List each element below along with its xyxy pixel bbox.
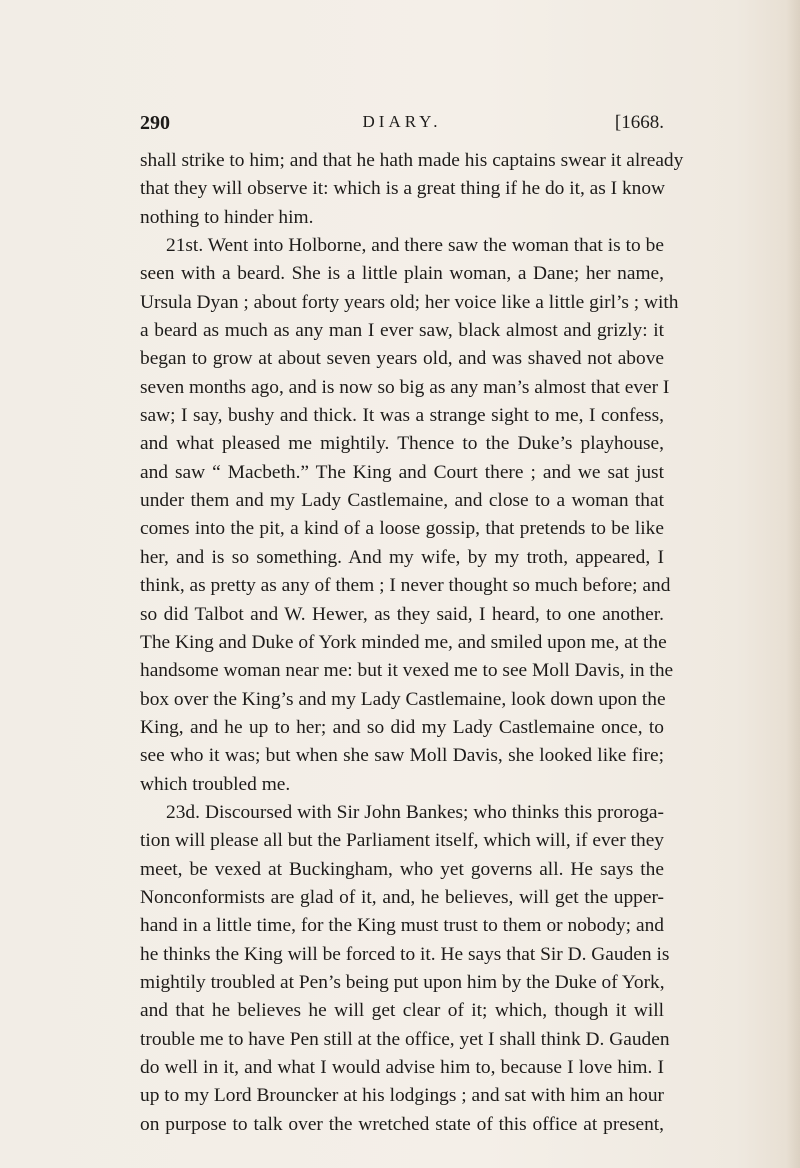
text-line: on purpose to talk over the wretched state of this office at present, — [140, 1113, 664, 1135]
text-line: which troubled me. — [140, 773, 291, 795]
text-line: The King and Duke of York minded me, and smiled upon me, at the — [140, 631, 667, 653]
text-line: box over the King’s and my Lady Castlemaine, look down upon the — [140, 688, 666, 710]
page-number: 290 — [140, 112, 170, 134]
text-line: do well in it, and what I would advise him to, because I love him. I — [140, 1057, 664, 1078]
text-line: see who it was; but when she saw Moll Davis, she looked like fire; — [140, 745, 664, 767]
text-line: Nonconformists are glad of it, and, he believes, will get the upper- — [140, 886, 664, 908]
running-title: DIARY. — [362, 112, 442, 131]
text-line: Ursula Dyan ; about forty years old; her voice like a little girl’s ; with — [140, 291, 679, 313]
text-line: and that he believes he will get clear of it; which, though it will — [140, 1000, 664, 1022]
text-line: meet, be vexed at Buckingham, who yet governs all. He says the — [140, 858, 664, 880]
text-line: handsome woman near me: but it vexed me to see Moll Davis, in the — [140, 660, 674, 682]
text-line: so did Talbot and W. Hewer, as they said, I heard, to one another. — [140, 603, 664, 625]
text-line: 21st. Went into Holborne, and there saw the woman that is to be — [166, 235, 664, 257]
text-line: up to my Lord Brouncker at his lodgings ; and sat with him an hour — [140, 1085, 664, 1107]
text-line: and saw “ Macbeth.” The King and Court there ; and we sat just — [140, 461, 664, 483]
year-marker: [1668. — [614, 112, 664, 133]
page-header — [140, 112, 664, 142]
text-line: under them and my Lady Castlemaine, and close to a woman that — [140, 490, 664, 512]
text-line: think, as pretty as any of them ; I never thought so much before; and — [140, 575, 671, 597]
text-line: saw; I say, bushy and thick. It was a strange sight to me, I confess, — [140, 405, 664, 427]
text-line: that they will observe it: which is a great thing if he do it, as I know — [140, 178, 666, 200]
text-line: a beard as much as any man I ever saw, black almost and grizly: it — [140, 320, 664, 342]
body-text — [140, 147, 684, 1139]
text-line: seven months ago, and is now so big as any man’s almost that ever I — [140, 376, 670, 398]
text-line: shall strike to him; and that he hath made his captains swear it already — [140, 150, 684, 171]
text-line: hand in a little time, for the King must trust to them or nobody; and — [140, 915, 664, 937]
text-line: began to grow at about seven years old, and was shaved not above — [140, 348, 664, 370]
text-line: nothing to hinder him. — [140, 206, 314, 228]
text-line: he thinks the King will be forced to it. He says that Sir D. Gauden is — [140, 943, 670, 965]
page-edge-shadow — [786, 0, 800, 1168]
text-line: seen with a beard. She is a little plain woman, a Dane; her name, — [140, 263, 664, 285]
text-line: comes into the pit, a kind of a loose gossip, that pretends to be like — [140, 518, 664, 540]
text-line: and what pleased me mightily. Thence to the Duke’s playhouse, — [140, 433, 664, 455]
text-line: trouble me to have Pen still at the office, yet I shall think D. Gauden — [140, 1028, 670, 1050]
text-line: mightily troubled at Pen’s being put upon him by the Duke of York, — [140, 971, 665, 993]
text-line: her, and is so something. And my wife, by my troth, appeared, I — [140, 546, 664, 568]
text-line: 23d. Discoursed with Sir John Bankes; who thinks this proroga- — [166, 801, 664, 823]
text-line: tion will please all but the Parliament itself, which will, if ever they — [140, 830, 664, 852]
text-line: King, and he up to her; and so did my Lady Castlemaine once, to — [140, 716, 664, 738]
